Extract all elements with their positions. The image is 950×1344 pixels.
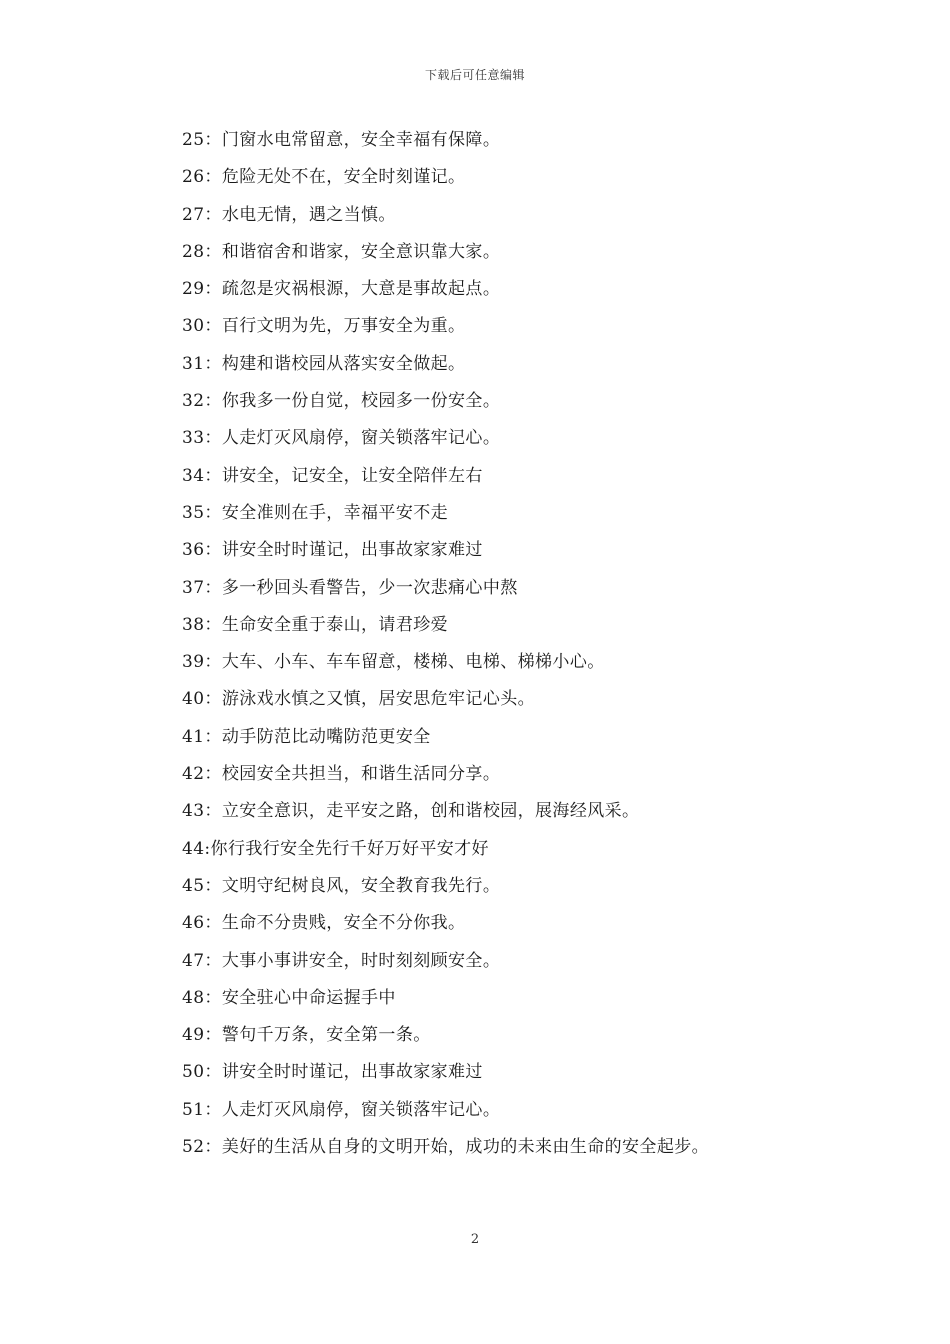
list-item: 36：讲安全时时谨记，出事故家家难过 bbox=[182, 540, 483, 561]
list-item: 35：安全准则在手，幸福平安不走 bbox=[182, 502, 449, 523]
list-item: 29：疏忽是灾祸根源，大意是事故起点。 bbox=[182, 279, 501, 300]
list-item: 52：美好的生活从自身的文明开始，成功的未来由生命的安全起步。 bbox=[182, 1137, 710, 1158]
list-item: 37：多一秒回头看警告，少一次悲痛心中熬 bbox=[182, 577, 518, 598]
list-item: 32：你我多一份自觉，校园多一份安全。 bbox=[182, 391, 501, 412]
list-item: 43：立安全意识，走平安之路，创和谐校园，展海经风采。 bbox=[182, 801, 640, 822]
list-item: 45：文明守纪树良风，安全教育我先行。 bbox=[182, 875, 501, 896]
page-header: 下载后可任意编辑 bbox=[424, 68, 525, 82]
list-item: 46：生命不分贵贱，安全不分你我。 bbox=[182, 913, 466, 934]
list-item: 30：百行文明为先，万事安全为重。 bbox=[182, 316, 466, 337]
list-item: 49：警句千万条，安全第一条。 bbox=[182, 1025, 431, 1046]
list-item: 39：大车、小车、车车留意，楼梯、电梯、梯梯小心。 bbox=[182, 652, 605, 673]
list-item: 41：动手防范比动嘴防范更安全 bbox=[182, 726, 431, 747]
slogan-list bbox=[182, 122, 742, 1166]
list-item: 34：讲安全，记安全，让安全陪伴左右 bbox=[182, 465, 483, 486]
list-item: 40：游泳戏水慎之又慎，居安思危牢记心头。 bbox=[182, 689, 536, 710]
list-item: 50：讲安全时时谨记，出事故家家难过 bbox=[182, 1062, 483, 1083]
page-number: 2 bbox=[470, 1232, 480, 1247]
list-item: 38：生命安全重于泰山，请君珍爱 bbox=[182, 614, 449, 635]
list-item: 42：校园安全共担当，和谐生活同分享。 bbox=[182, 764, 501, 785]
list-item: 25：门窗水电常留意，安全幸福有保障。 bbox=[182, 130, 501, 150]
list-item: 27：水电无情，遇之当慎。 bbox=[182, 204, 396, 225]
list-item: 48：安全驻心中命运握手中 bbox=[182, 987, 396, 1008]
list-item: 51：人走灯灭风扇停，窗关锁落牢记心。 bbox=[182, 1099, 501, 1120]
list-item: 33：人走灯灭风扇停，窗关锁落牢记心。 bbox=[182, 428, 501, 449]
list-item: 31：构建和谐校园从落实安全做起。 bbox=[182, 353, 466, 374]
list-item: 26：危险无处不在，安全时刻谨记。 bbox=[182, 167, 466, 188]
list-item: 47：大事小事讲安全，时时刻刻顾安全。 bbox=[182, 950, 501, 971]
list-item: 28：和谐宿舍和谐家，安全意识靠大家。 bbox=[182, 241, 501, 262]
list-item: 44:你行我行安全先行千好万好平安才好 bbox=[182, 838, 489, 859]
